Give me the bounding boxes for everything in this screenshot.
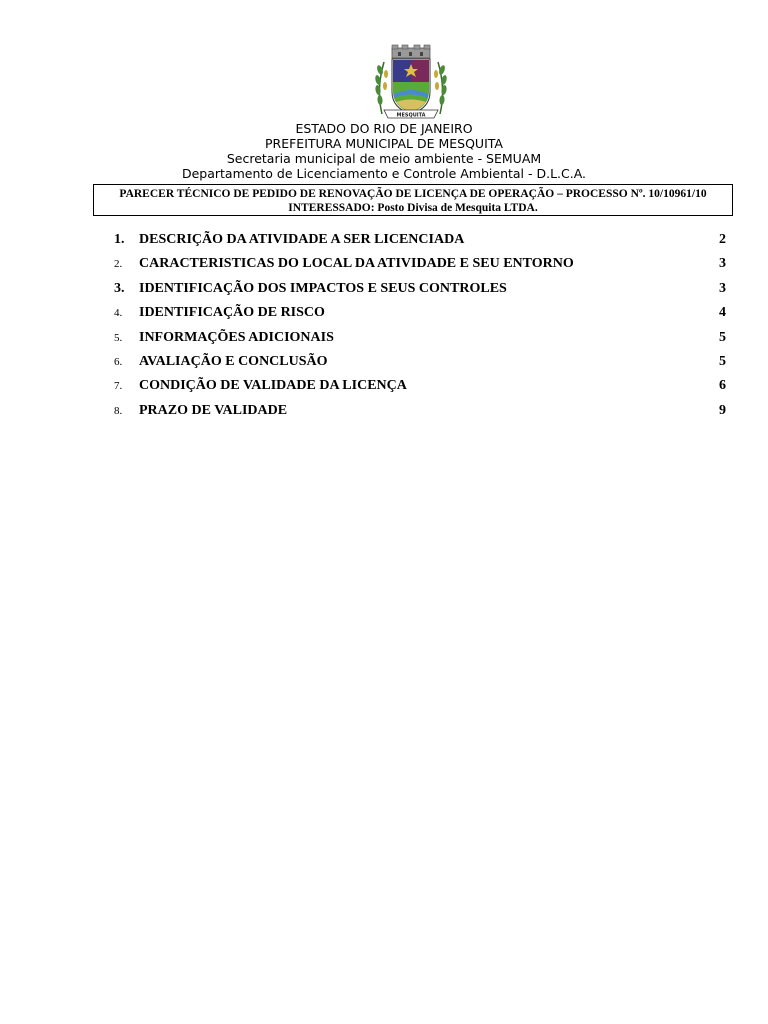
toc-item[interactable] bbox=[108, 401, 726, 425]
toc-item-page: 3 bbox=[719, 256, 726, 272]
municipal-crest-icon bbox=[372, 44, 450, 122]
toc-item-title: CONDIÇÃO DE VALIDADE DA LICENÇA bbox=[139, 378, 407, 394]
crest-banner-text: MESQUITA bbox=[396, 112, 426, 119]
toc-item-title: DESCRIÇÃO DA ATIVIDADE A SER LICENCIADA bbox=[139, 232, 465, 247]
toc-item-number: 5. bbox=[114, 331, 123, 344]
toc-item-number: 6. bbox=[114, 355, 123, 368]
letterhead bbox=[0, 121, 768, 181]
laurel-right bbox=[434, 62, 448, 114]
banner bbox=[384, 110, 438, 119]
table-of-contents bbox=[108, 230, 726, 425]
toc-item-title: INFORMAÇÕES ADICIONAIS bbox=[139, 329, 334, 345]
toc-item-title: IDENTIFICAÇÃO DOS IMPACTOS E SEUS CONTROLES bbox=[139, 280, 507, 296]
toc-item-number: 1. bbox=[114, 232, 125, 247]
toc-item-page: 6 bbox=[719, 378, 726, 394]
interested-party: INTERESSADO: Posto Divisa de Mesquita LTDA. bbox=[288, 202, 538, 214]
toc-item[interactable] bbox=[108, 303, 726, 327]
toc-item-number: 2. bbox=[114, 258, 123, 271]
toc-item-page: 3 bbox=[719, 280, 726, 296]
toc-item-title: CARACTERISTICAS DO LOCAL DA ATIVIDADE E SEU ENTORNO bbox=[139, 256, 574, 272]
toc-item[interactable] bbox=[108, 376, 726, 400]
toc-item-page: 2 bbox=[719, 232, 726, 247]
toc-item-page: 5 bbox=[719, 353, 726, 369]
secretariat-name: Secretaria municipal de meio ambiente - SEMUAM bbox=[226, 151, 542, 166]
toc-item-number: 7. bbox=[114, 380, 123, 393]
toc-item-title: PRAZO DE VALIDADE bbox=[139, 402, 288, 418]
department-name: Departamento de Licenciamento e Controle Ambiental - D.L.C.A. bbox=[181, 166, 587, 181]
prefecture-name: PREFEITURA MUNICIPAL DE MESQUITA bbox=[264, 136, 503, 151]
toc-item-title: IDENTIFICAÇÃO DE RISCO bbox=[139, 305, 325, 321]
toc-item[interactable] bbox=[108, 328, 726, 352]
toc-item-page: 5 bbox=[719, 329, 726, 345]
crown bbox=[392, 45, 430, 58]
process-title: PARECER TÉCNICO DE PEDIDO DE RENOVAÇÃO DE LICENÇA DE OPERAÇÃO – PROCESSO Nº. 10/10961/10 bbox=[119, 188, 707, 200]
toc-item-number: 4. bbox=[114, 307, 123, 320]
toc-item-title: AVALIAÇÃO E CONCLUSÃO bbox=[139, 353, 328, 369]
process-box bbox=[93, 184, 733, 216]
laurel-left bbox=[374, 62, 388, 114]
toc-item-number: 3. bbox=[114, 280, 125, 296]
toc-item-page: 9 bbox=[719, 402, 726, 418]
toc-item[interactable] bbox=[108, 230, 726, 254]
toc-item[interactable] bbox=[108, 254, 726, 278]
toc-item-number: 8. bbox=[114, 404, 123, 417]
toc-item[interactable] bbox=[108, 279, 726, 303]
state-name: ESTADO DO RIO DE JANEIRO bbox=[295, 121, 473, 136]
toc-item[interactable] bbox=[108, 352, 726, 376]
toc-item-page: 4 bbox=[719, 305, 726, 321]
shield bbox=[392, 59, 430, 114]
